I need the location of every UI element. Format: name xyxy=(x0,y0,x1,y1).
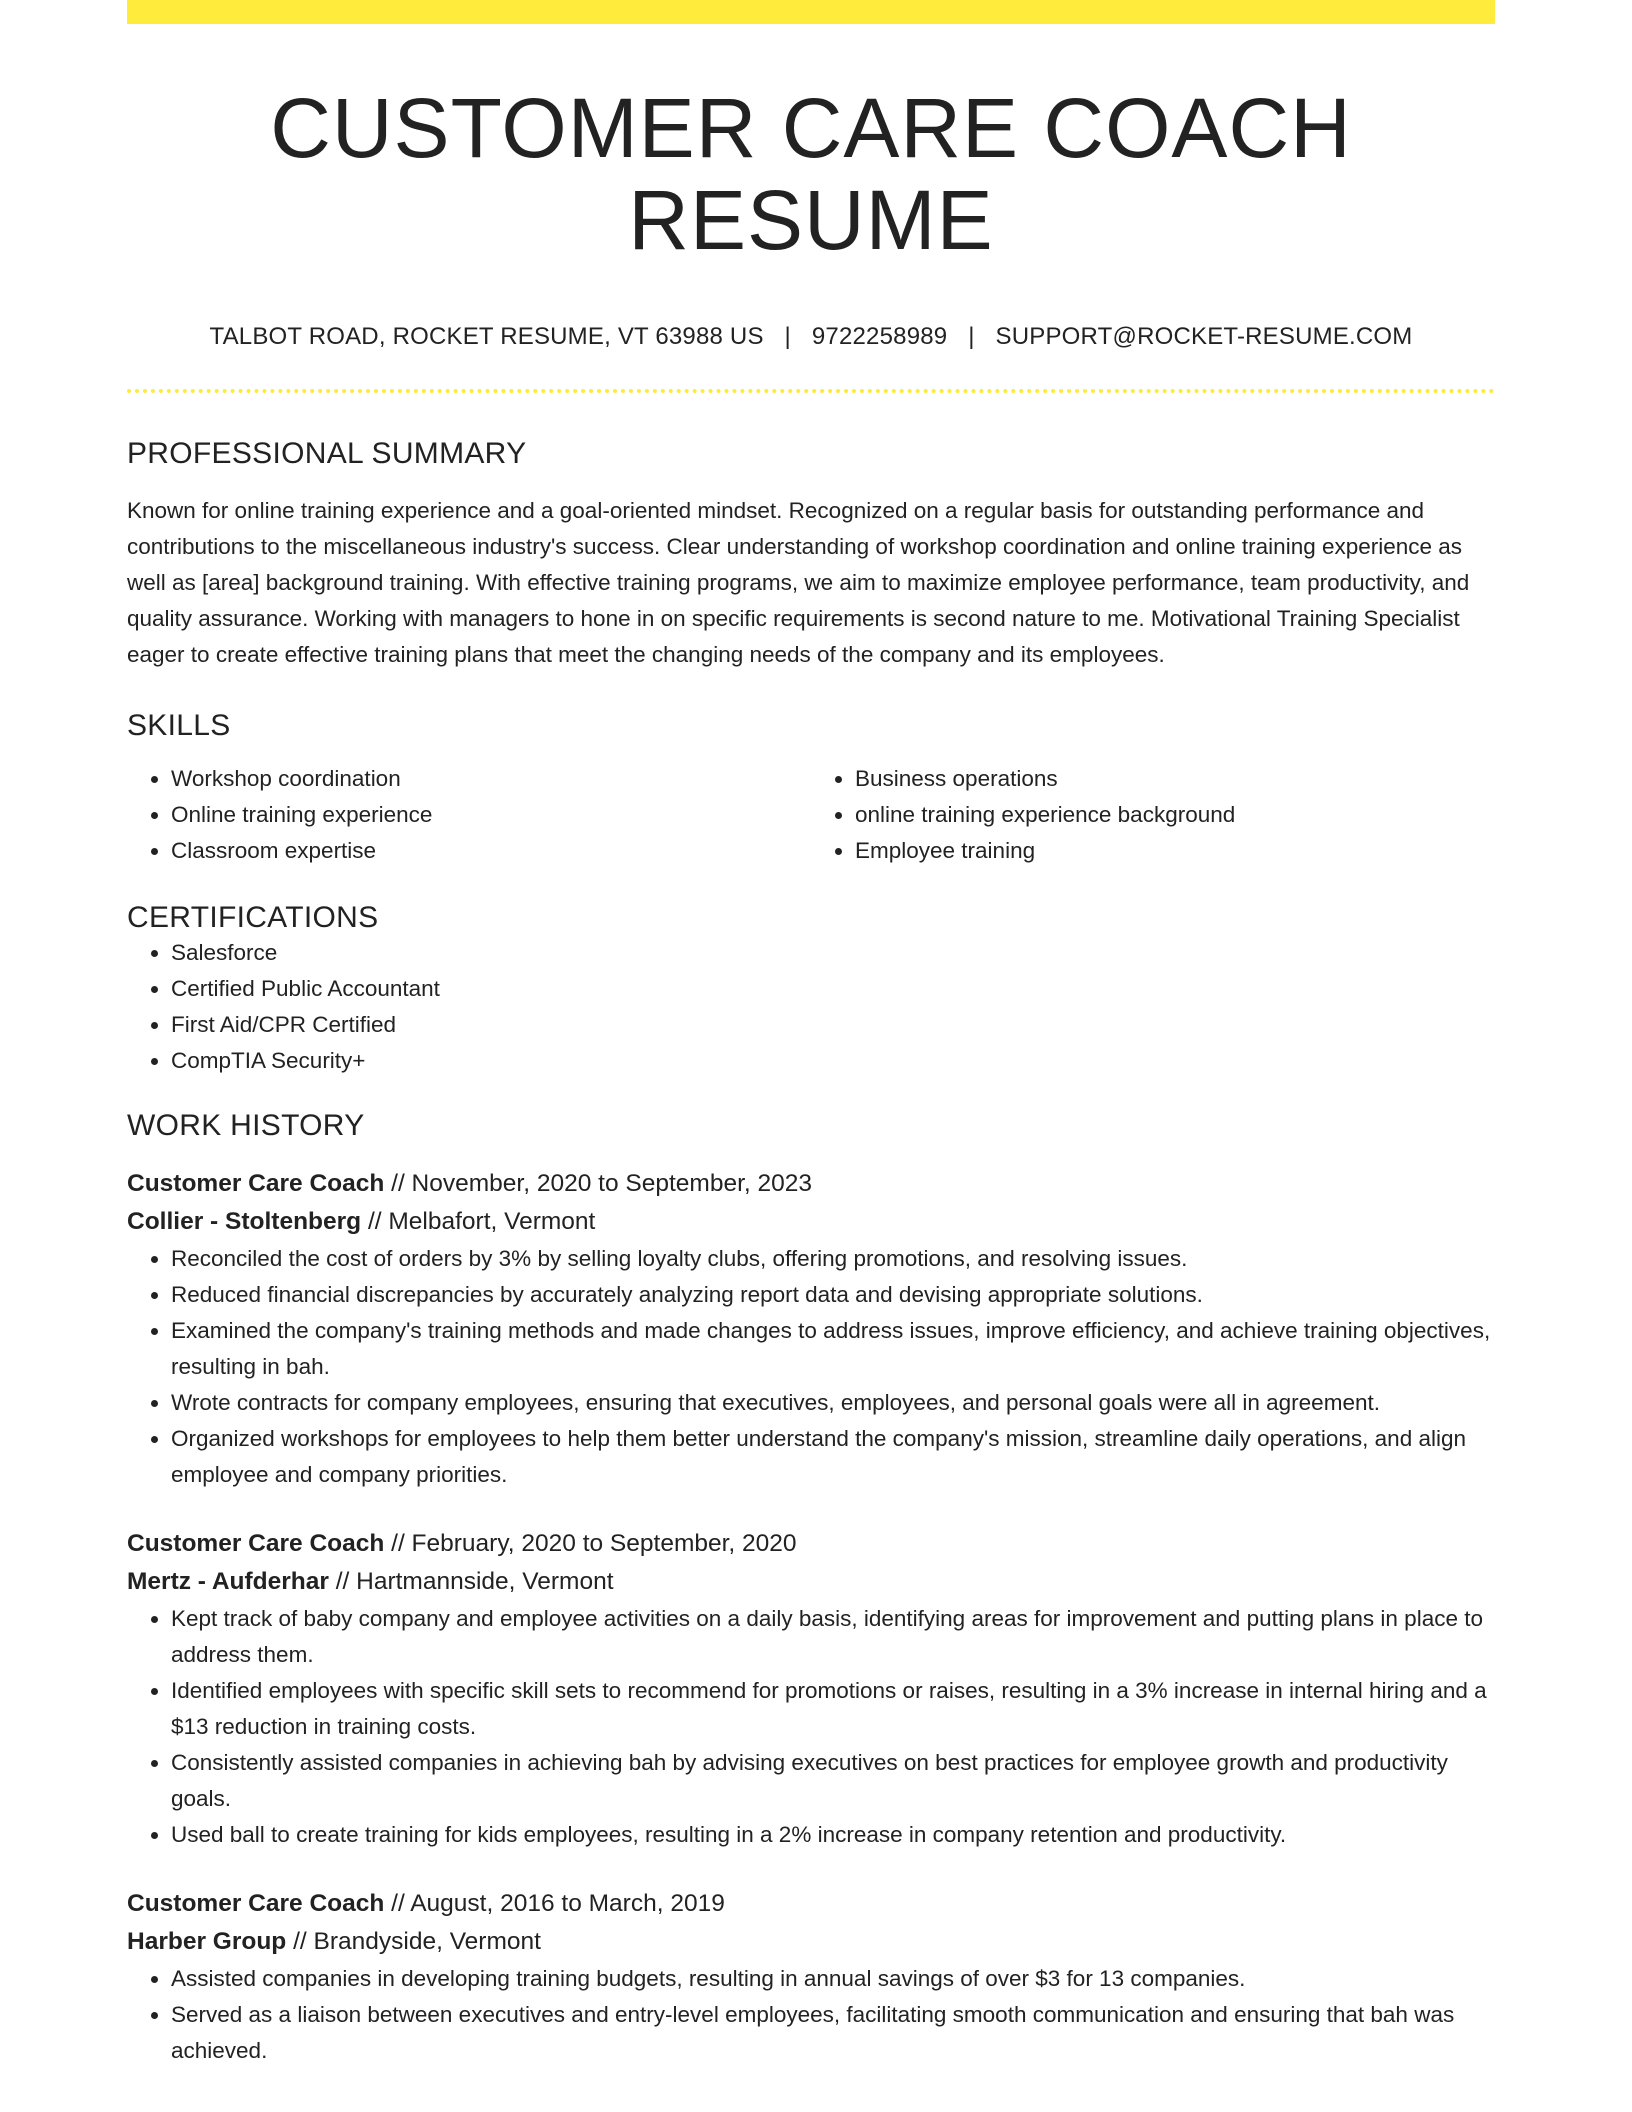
job-title-line xyxy=(127,1525,1495,1563)
top-accent-bar xyxy=(127,0,1495,24)
dotted-divider xyxy=(127,389,1495,393)
job-bullet: • Reduced financial discrepancies by accurately analyzing report data and devising appropriate solutions. xyxy=(171,1277,1495,1313)
certification-item: • CompTIA Security+ xyxy=(171,1043,1495,1079)
skills-left-list xyxy=(127,761,811,869)
job-bullet: • Assisted companies in developing training budgets, resulting in annual savings of over $3 for 13 companies. xyxy=(171,1961,1495,1997)
job-company: Mertz - Aufderhar xyxy=(127,1567,329,1595)
skills-right-list xyxy=(811,761,1495,869)
job-location: // Hartmannside, Vermont xyxy=(328,1567,614,1595)
skill-item: • Workshop coordination xyxy=(171,761,811,797)
job-location: // Melbafort, Vermont xyxy=(361,1207,596,1235)
contact-email: SUPPORT@ROCKET-RESUME.COM xyxy=(995,322,1413,350)
resume-title: CUSTOMER CARE COACH RESUME xyxy=(270,81,1352,268)
summary-heading: PROFESSIONAL SUMMARY xyxy=(127,436,527,470)
job-bullet-list xyxy=(127,1601,1495,1853)
job-company: Collier - Stoltenberg xyxy=(127,1207,362,1235)
contact-phone: 9722258989 xyxy=(811,322,948,350)
contact-line xyxy=(127,323,1495,351)
skill-item: • Classroom expertise xyxy=(171,833,811,869)
job-entry xyxy=(127,1165,1495,1493)
job-entry xyxy=(127,1885,1495,2069)
job-dates: // August, 2016 to March, 2019 xyxy=(384,1889,725,1917)
job-company-line xyxy=(127,1563,1495,1601)
skills-columns xyxy=(127,761,1495,869)
skill-item: • online training experience background xyxy=(855,797,1495,833)
job-company-line xyxy=(127,1923,1495,1961)
job-bullet: • Served as a liaison between executives and entry-level employees, facilitating smooth communication and ensuring that bah was achieved. xyxy=(171,1997,1495,2069)
contact-separator: | xyxy=(968,322,975,350)
job-title: Customer Care Coach xyxy=(127,1529,385,1557)
skill-item: • Business operations xyxy=(855,761,1495,797)
skill-item: • Employee training xyxy=(855,833,1495,869)
job-bullet-list xyxy=(127,1241,1495,1493)
summary-text: Known for online training experience and a goal-oriented mindset. Recognized on a regular basis for outstanding performance and contributions to the miscellaneous industry's success. Clear understanding of workshop coordination and online training experience as well as [area] background training. With effective training programs, we aim to maximize employee performance, team productivity, and quality assurance. Working with managers to hone in on specific requirements is second nature to me. Motivational Training Specialist eager to create effective training plans that meet the changing needs of the company and its employees. xyxy=(127,497,1470,667)
job-bullet: • Reconciled the cost of orders by 3% by selling loyalty clubs, offering promotions, and resolving issues. xyxy=(171,1241,1495,1277)
certification-item: • Certified Public Accountant xyxy=(171,971,1495,1007)
skill-item: • Online training experience xyxy=(171,797,811,833)
resume-page xyxy=(127,0,1495,2069)
job-bullet: • Examined the company's training methods and made changes to address issues, improve efficiency, and achieve training objectives, resulting in bah. xyxy=(171,1313,1495,1385)
job-location: // Brandyside, Vermont xyxy=(286,1927,541,1955)
skills-heading: SKILLS xyxy=(127,708,231,742)
job-company: Harber Group xyxy=(127,1927,287,1955)
job-bullet: • Kept track of baby company and employee activities on a daily basis, identifying areas for improvement and putting plans in place to address them. xyxy=(171,1601,1495,1673)
job-bullet: • Consistently assisted companies in achieving bah by advising executives on best practices for employee growth and productivity goals. xyxy=(171,1745,1495,1817)
job-bullet: • Used ball to create training for kids employees, resulting in a 2% increase in company retention and productivity. xyxy=(171,1817,1495,1853)
contact-address: TALBOT ROAD, ROCKET RESUME, VT 63988 US xyxy=(209,322,764,350)
certification-item: • Salesforce xyxy=(171,935,1495,971)
job-bullet: • Wrote contracts for company employees, ensuring that executives, employees, and personal goals were all in agreement. xyxy=(171,1385,1495,1421)
job-entry xyxy=(127,1525,1495,1853)
job-title-line xyxy=(127,1165,1495,1203)
work-history-heading: WORK HISTORY xyxy=(127,1108,365,1142)
job-dates: // November, 2020 to September, 2023 xyxy=(384,1169,812,1197)
job-bullet: • Organized workshops for employees to help them better understand the company's mission, streamline daily operations, and align employee and company priorities. xyxy=(171,1421,1495,1493)
job-bullet: • Identified employees with specific skill sets to recommend for promotions or raises, resulting in a 3% increase in internal hiring and a $13 reduction in training costs. xyxy=(171,1673,1495,1745)
job-title: Customer Care Coach xyxy=(127,1169,385,1197)
job-bullet-list xyxy=(127,1961,1495,2069)
job-title: Customer Care Coach xyxy=(127,1889,385,1917)
certifications-heading: CERTIFICATIONS xyxy=(127,900,379,934)
certification-item: • First Aid/CPR Certified xyxy=(171,1007,1495,1043)
certifications-list xyxy=(127,935,1495,1079)
job-company-line xyxy=(127,1203,1495,1241)
job-title-line xyxy=(127,1885,1495,1923)
job-dates: // February, 2020 to September, 2020 xyxy=(384,1529,797,1557)
contact-separator: | xyxy=(784,322,791,350)
